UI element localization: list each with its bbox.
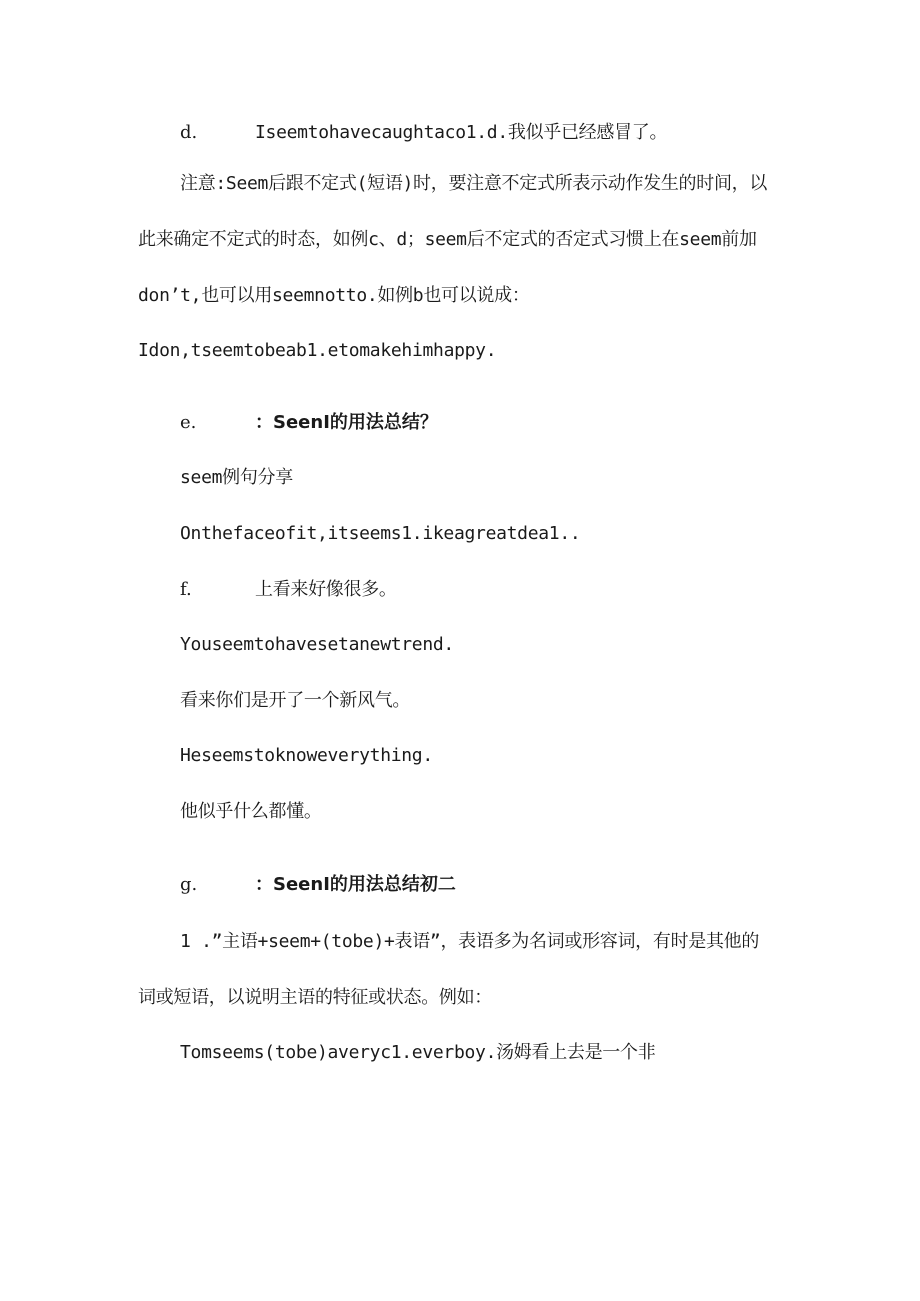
examples-heading: seem例句分享 <box>180 467 293 488</box>
example-f-text: 上看来好像很多。 <box>255 579 397 600</box>
example-sentence: Idon,tseemtobeab1.etomakehimhappy. <box>138 340 497 361</box>
heading-g-text: ：SeenI的用法总结初二 <box>255 874 456 895</box>
example-zh-2: 看来你们是开了一个新风气。 <box>180 690 411 711</box>
example-d <box>180 121 667 145</box>
note-line-1: 注意:Seem后跟不定式(短语)时，要注意不定式所表示动作发生的时间，以 <box>180 173 768 194</box>
example-d-label: d. <box>180 122 198 143</box>
heading-e-label: e. <box>180 412 197 433</box>
example-en-2: Youseemtohavesetanewtrend. <box>180 634 454 655</box>
note-line-2: 此来确定不定式的时态，如例c、d；seem后不定式的否定式习惯上在seem前加 <box>138 229 757 250</box>
heading-g-label: g. <box>180 874 198 895</box>
example-f-label: f. <box>180 579 192 600</box>
note-line-3: don’t,也可以用seemnotto.如例b也可以说成： <box>138 285 530 306</box>
heading-g <box>180 873 456 897</box>
example-en-1: Onthefaceofit,itseems1.ikeagreatdea1.. <box>180 523 581 544</box>
rule-line-2: 词或短语，以说明主语的特征或状态。例如： <box>138 987 492 1008</box>
example-zh-3: 他似乎什么都懂。 <box>180 801 322 822</box>
heading-e <box>180 411 438 435</box>
example-en-3: Heseemstoknoweverything. <box>180 745 433 766</box>
rule-line-1: 1 .”主语+seem+(tobe)+表语”，表语多为名词或形容词，有时是其他的 <box>180 931 760 952</box>
rule-example: Tomseems(tobe)averyc1.everboy.汤姆看上去是一个非 <box>180 1042 656 1063</box>
example-f <box>180 578 397 602</box>
heading-e-text: ：SeenI的用法总结？ <box>255 412 438 433</box>
example-d-text: Iseemtohavecaughtaco1.d.我似乎已经感冒了。 <box>255 122 668 143</box>
